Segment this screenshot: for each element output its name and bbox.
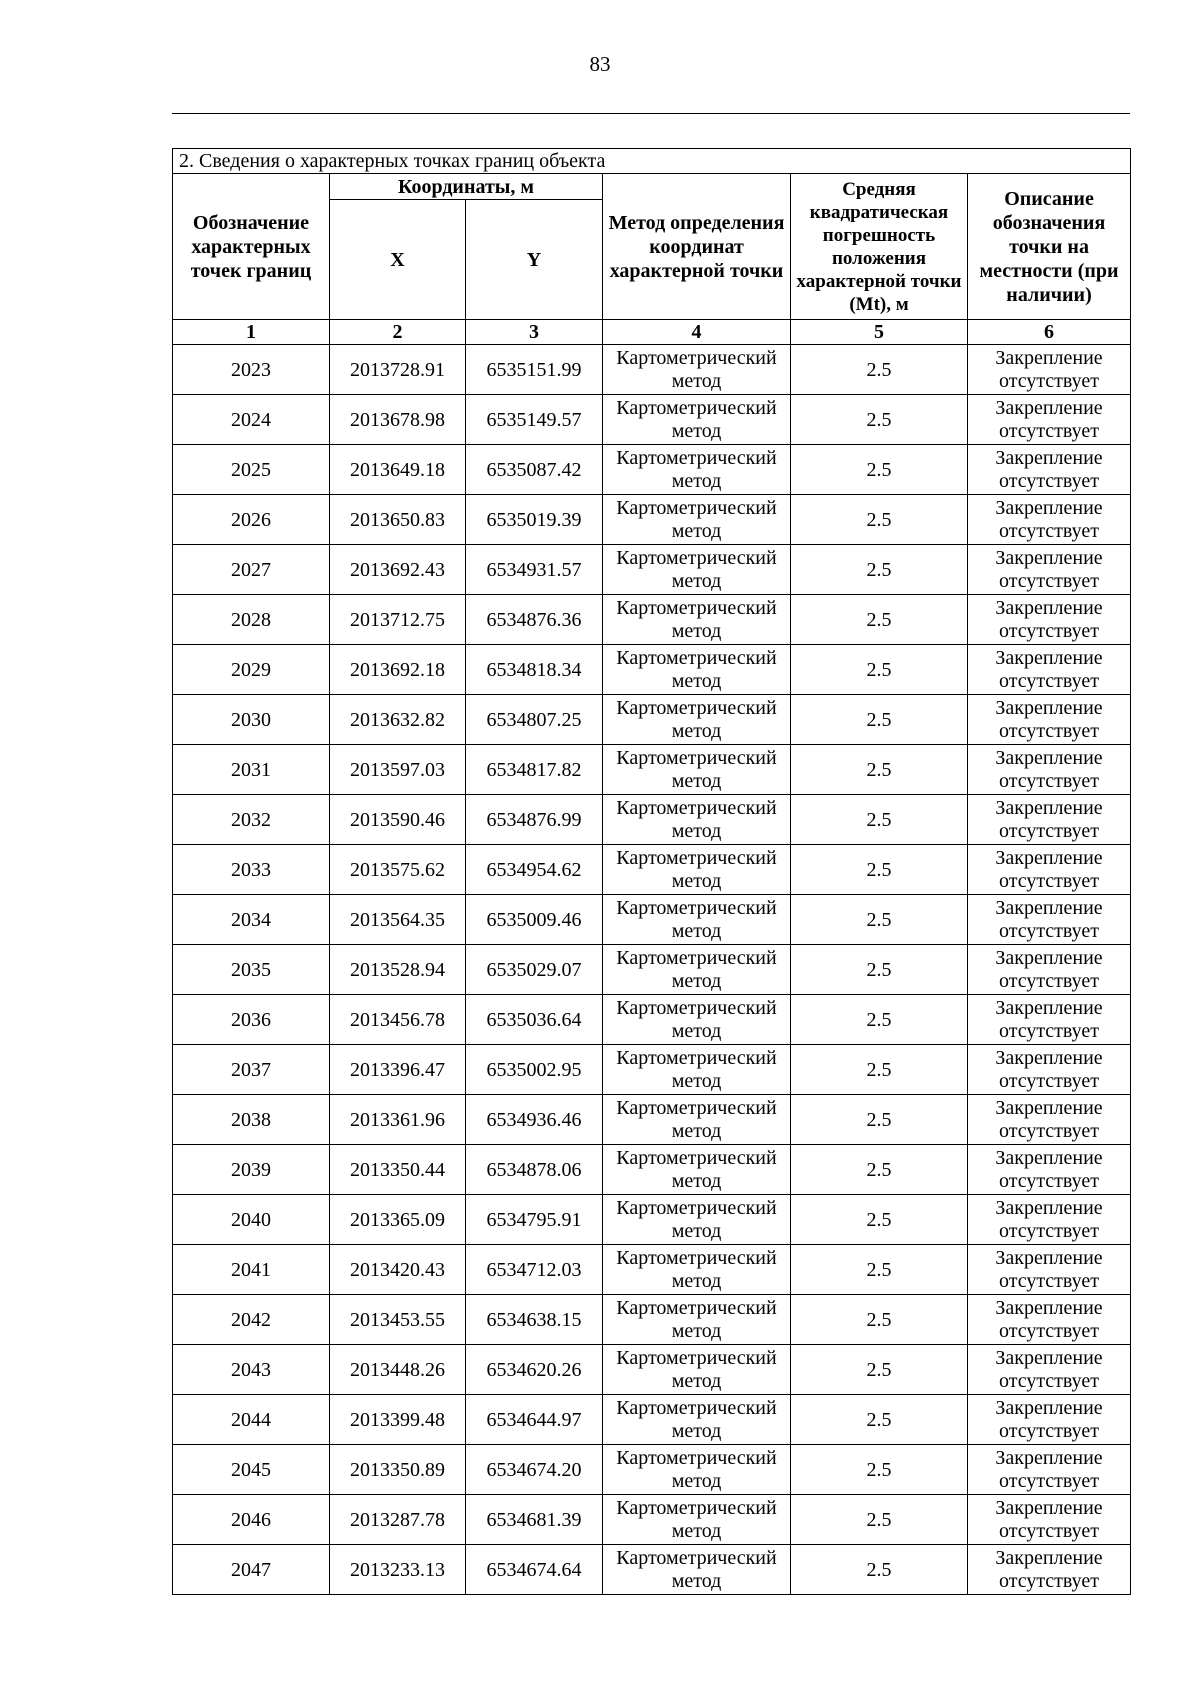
point-id-cell: 2031: [173, 745, 330, 795]
table-row: [173, 1045, 1131, 1095]
y-coordinate-cell: 6535002.95: [466, 1045, 603, 1095]
method-cell: Картометрический метод: [603, 645, 791, 695]
table-row: [173, 395, 1131, 445]
method-cell: Картометрический метод: [603, 995, 791, 1045]
x-coordinate-cell: 2013233.13: [330, 1545, 466, 1595]
y-coordinate-cell: 6534681.39: [466, 1495, 603, 1545]
method-cell: Картометрический метод: [603, 1045, 791, 1095]
point-id-cell: 2028: [173, 595, 330, 645]
method-cell: Картометрический метод: [603, 745, 791, 795]
y-coordinate-cell: 6534954.62: [466, 845, 603, 895]
table-row: [173, 1395, 1131, 1445]
point-id-cell: 2039: [173, 1145, 330, 1195]
method-cell: Картометрический метод: [603, 1195, 791, 1245]
x-coordinate-cell: 2013528.94: [330, 945, 466, 995]
x-coordinate-cell: 2013456.78: [330, 995, 466, 1045]
method-cell: Картометрический метод: [603, 1445, 791, 1495]
description-cell: Закрепление отсутствует: [968, 1295, 1131, 1345]
description-cell: Закрепление отсутствует: [968, 395, 1131, 445]
point-id-cell: 2027: [173, 545, 330, 595]
error-cell: 2.5: [791, 1495, 968, 1545]
column-number: 1: [173, 320, 330, 345]
x-coordinate-cell: 2013597.03: [330, 745, 466, 795]
x-coordinate-cell: 2013420.43: [330, 1245, 466, 1295]
method-cell: Картометрический метод: [603, 345, 791, 395]
error-cell: 2.5: [791, 1295, 968, 1345]
x-coordinate-cell: 2013712.75: [330, 595, 466, 645]
error-cell: 2.5: [791, 845, 968, 895]
table-row: [173, 495, 1131, 545]
table-row: [173, 1445, 1131, 1495]
point-id-cell: 2025: [173, 445, 330, 495]
description-cell: Закрепление отсутствует: [968, 895, 1131, 945]
point-id-cell: 2026: [173, 495, 330, 545]
error-cell: 2.5: [791, 345, 968, 395]
header-point-designation: Обозначение характерных точек границ: [173, 174, 330, 320]
point-id-cell: 2034: [173, 895, 330, 945]
method-cell: Картометрический метод: [603, 595, 791, 645]
description-cell: Закрепление отсутствует: [968, 1245, 1131, 1295]
point-id-cell: 2043: [173, 1345, 330, 1395]
description-cell: Закрепление отсутствует: [968, 495, 1131, 545]
error-cell: 2.5: [791, 945, 968, 995]
error-cell: 2.5: [791, 795, 968, 845]
table-row: [173, 1545, 1131, 1595]
x-coordinate-cell: 2013632.82: [330, 695, 466, 745]
y-coordinate-cell: 6534620.26: [466, 1345, 603, 1395]
point-id-cell: 2036: [173, 995, 330, 1045]
table-row: [173, 445, 1131, 495]
method-cell: Картометрический метод: [603, 1095, 791, 1145]
point-id-cell: 2024: [173, 395, 330, 445]
table-row: [173, 845, 1131, 895]
header-x: X: [330, 200, 466, 320]
point-id-cell: 2037: [173, 1045, 330, 1095]
x-coordinate-cell: 2013649.18: [330, 445, 466, 495]
y-coordinate-cell: 6534876.99: [466, 795, 603, 845]
y-coordinate-cell: 6534712.03: [466, 1245, 603, 1295]
method-cell: Картометрический метод: [603, 1145, 791, 1195]
table-row: [173, 1145, 1131, 1195]
table-row: [173, 645, 1131, 695]
x-coordinate-cell: 2013350.44: [330, 1145, 466, 1195]
point-id-cell: 2046: [173, 1495, 330, 1545]
column-number: 5: [791, 320, 968, 345]
point-id-cell: 2041: [173, 1245, 330, 1295]
error-cell: 2.5: [791, 595, 968, 645]
table-row: [173, 795, 1131, 845]
point-id-cell: 2040: [173, 1195, 330, 1245]
method-cell: Картометрический метод: [603, 445, 791, 495]
description-cell: Закрепление отсутствует: [968, 1445, 1131, 1495]
method-cell: Картометрический метод: [603, 1495, 791, 1545]
method-cell: Картометрический метод: [603, 495, 791, 545]
x-coordinate-cell: 2013365.09: [330, 1195, 466, 1245]
description-cell: Закрепление отсутствует: [968, 445, 1131, 495]
description-cell: Закрепление отсутствует: [968, 845, 1131, 895]
x-coordinate-cell: 2013678.98: [330, 395, 466, 445]
method-cell: Картометрический метод: [603, 1345, 791, 1395]
description-cell: Закрепление отсутствует: [968, 1395, 1131, 1445]
error-cell: 2.5: [791, 895, 968, 945]
description-cell: Закрепление отсутствует: [968, 645, 1131, 695]
header-coordinates: Координаты, м: [330, 174, 603, 200]
x-coordinate-cell: 2013396.47: [330, 1045, 466, 1095]
y-coordinate-cell: 6534878.06: [466, 1145, 603, 1195]
y-coordinate-cell: 6534638.15: [466, 1295, 603, 1345]
table-row: [173, 995, 1131, 1045]
table-row: [173, 1295, 1131, 1345]
y-coordinate-cell: 6534674.64: [466, 1545, 603, 1595]
y-coordinate-cell: 6534807.25: [466, 695, 603, 745]
description-cell: Закрепление отсутствует: [968, 1195, 1131, 1245]
y-coordinate-cell: 6535019.39: [466, 495, 603, 545]
description-cell: Закрепление отсутствует: [968, 745, 1131, 795]
table-row: [173, 545, 1131, 595]
method-cell: Картометрический метод: [603, 945, 791, 995]
table-row: [173, 945, 1131, 995]
error-cell: 2.5: [791, 995, 968, 1045]
y-coordinate-cell: 6535029.07: [466, 945, 603, 995]
table-body: [173, 345, 1131, 1595]
error-cell: 2.5: [791, 1395, 968, 1445]
page-number: 83: [589, 52, 611, 76]
point-id-cell: 2045: [173, 1445, 330, 1495]
point-id-cell: 2044: [173, 1395, 330, 1445]
x-coordinate-cell: 2013692.18: [330, 645, 466, 695]
table-row: [173, 1495, 1131, 1545]
table-row: [173, 1195, 1131, 1245]
error-cell: 2.5: [791, 695, 968, 745]
description-cell: Закрепление отсутствует: [968, 1495, 1131, 1545]
x-coordinate-cell: 2013692.43: [330, 545, 466, 595]
column-number: 4: [603, 320, 791, 345]
point-id-cell: 2033: [173, 845, 330, 895]
description-cell: Закрепление отсутствует: [968, 545, 1131, 595]
y-coordinate-cell: 6535036.64: [466, 995, 603, 1045]
error-cell: 2.5: [791, 545, 968, 595]
error-cell: 2.5: [791, 445, 968, 495]
description-cell: Закрепление отсутствует: [968, 1095, 1131, 1145]
x-coordinate-cell: 2013361.96: [330, 1095, 466, 1145]
table-row: [173, 1095, 1131, 1145]
table-row: [173, 595, 1131, 645]
method-cell: Картометрический метод: [603, 845, 791, 895]
method-cell: Картометрический метод: [603, 795, 791, 845]
y-coordinate-cell: 6534876.36: [466, 595, 603, 645]
y-coordinate-cell: 6535087.42: [466, 445, 603, 495]
method-cell: Картометрический метод: [603, 1295, 791, 1345]
description-cell: Закрепление отсутствует: [968, 595, 1131, 645]
header-description: Описание обозначения точки на местности (при наличии): [968, 174, 1131, 320]
x-coordinate-cell: 2013575.62: [330, 845, 466, 895]
table-row: [173, 745, 1131, 795]
description-cell: Закрепление отсутствует: [968, 1345, 1131, 1395]
x-coordinate-cell: 2013453.55: [330, 1295, 466, 1345]
header-method: Метод определения координат характерной точки: [603, 174, 791, 320]
description-cell: Закрепление отсутствует: [968, 345, 1131, 395]
method-cell: Картометрический метод: [603, 395, 791, 445]
point-id-cell: 2038: [173, 1095, 330, 1145]
x-coordinate-cell: 2013728.91: [330, 345, 466, 395]
method-cell: Картометрический метод: [603, 695, 791, 745]
table-row: [173, 1245, 1131, 1295]
x-coordinate-cell: 2013448.26: [330, 1345, 466, 1395]
error-cell: 2.5: [791, 1345, 968, 1395]
method-cell: Картометрический метод: [603, 545, 791, 595]
x-coordinate-cell: 2013564.35: [330, 895, 466, 945]
point-id-cell: 2035: [173, 945, 330, 995]
error-cell: 2.5: [791, 395, 968, 445]
y-coordinate-cell: 6534674.20: [466, 1445, 603, 1495]
header-rule: [172, 113, 1130, 114]
method-cell: Картометрический метод: [603, 1245, 791, 1295]
point-id-cell: 2029: [173, 645, 330, 695]
error-cell: 2.5: [791, 645, 968, 695]
column-number: 3: [466, 320, 603, 345]
error-cell: 2.5: [791, 1245, 968, 1295]
error-cell: 2.5: [791, 1095, 968, 1145]
x-coordinate-cell: 2013399.48: [330, 1395, 466, 1445]
method-cell: Картометрический метод: [603, 1545, 791, 1595]
description-cell: Закрепление отсутствует: [968, 795, 1131, 845]
point-id-cell: 2023: [173, 345, 330, 395]
section-title: 2. Сведения о характерных точках границ объекта: [173, 149, 1131, 174]
description-cell: Закрепление отсутствует: [968, 945, 1131, 995]
description-cell: Закрепление отсутствует: [968, 1045, 1131, 1095]
point-id-cell: 2032: [173, 795, 330, 845]
description-cell: Закрепление отсутствует: [968, 695, 1131, 745]
error-cell: 2.5: [791, 1195, 968, 1245]
error-cell: 2.5: [791, 495, 968, 545]
y-coordinate-cell: 6535151.99: [466, 345, 603, 395]
header-y: Y: [466, 200, 603, 320]
point-id-cell: 2047: [173, 1545, 330, 1595]
y-coordinate-cell: 6535149.57: [466, 395, 603, 445]
x-coordinate-cell: 2013287.78: [330, 1495, 466, 1545]
boundary-points-table: [172, 148, 1131, 1595]
method-cell: Картометрический метод: [603, 895, 791, 945]
description-cell: Закрепление отсутствует: [968, 1145, 1131, 1195]
y-coordinate-cell: 6534818.34: [466, 645, 603, 695]
y-coordinate-cell: 6534936.46: [466, 1095, 603, 1145]
x-coordinate-cell: 2013350.89: [330, 1445, 466, 1495]
x-coordinate-cell: 2013590.46: [330, 795, 466, 845]
y-coordinate-cell: 6534795.91: [466, 1195, 603, 1245]
table-row: [173, 345, 1131, 395]
error-cell: 2.5: [791, 1445, 968, 1495]
table-row: [173, 695, 1131, 745]
error-cell: 2.5: [791, 1045, 968, 1095]
description-cell: Закрепление отсутствует: [968, 995, 1131, 1045]
description-cell: Закрепление отсутствует: [968, 1545, 1131, 1595]
point-id-cell: 2042: [173, 1295, 330, 1345]
y-coordinate-cell: 6534931.57: [466, 545, 603, 595]
y-coordinate-cell: 6535009.46: [466, 895, 603, 945]
point-id-cell: 2030: [173, 695, 330, 745]
header-error: Средняя квадратическая погрешность положения характерной точки (Mt), м: [791, 174, 968, 320]
error-cell: 2.5: [791, 1545, 968, 1595]
error-cell: 2.5: [791, 1145, 968, 1195]
method-cell: Картометрический метод: [603, 1395, 791, 1445]
error-cell: 2.5: [791, 745, 968, 795]
column-number: 2: [330, 320, 466, 345]
table-row: [173, 1345, 1131, 1395]
x-coordinate-cell: 2013650.83: [330, 495, 466, 545]
column-number: 6: [968, 320, 1131, 345]
y-coordinate-cell: 6534817.82: [466, 745, 603, 795]
table-row: [173, 895, 1131, 945]
y-coordinate-cell: 6534644.97: [466, 1395, 603, 1445]
